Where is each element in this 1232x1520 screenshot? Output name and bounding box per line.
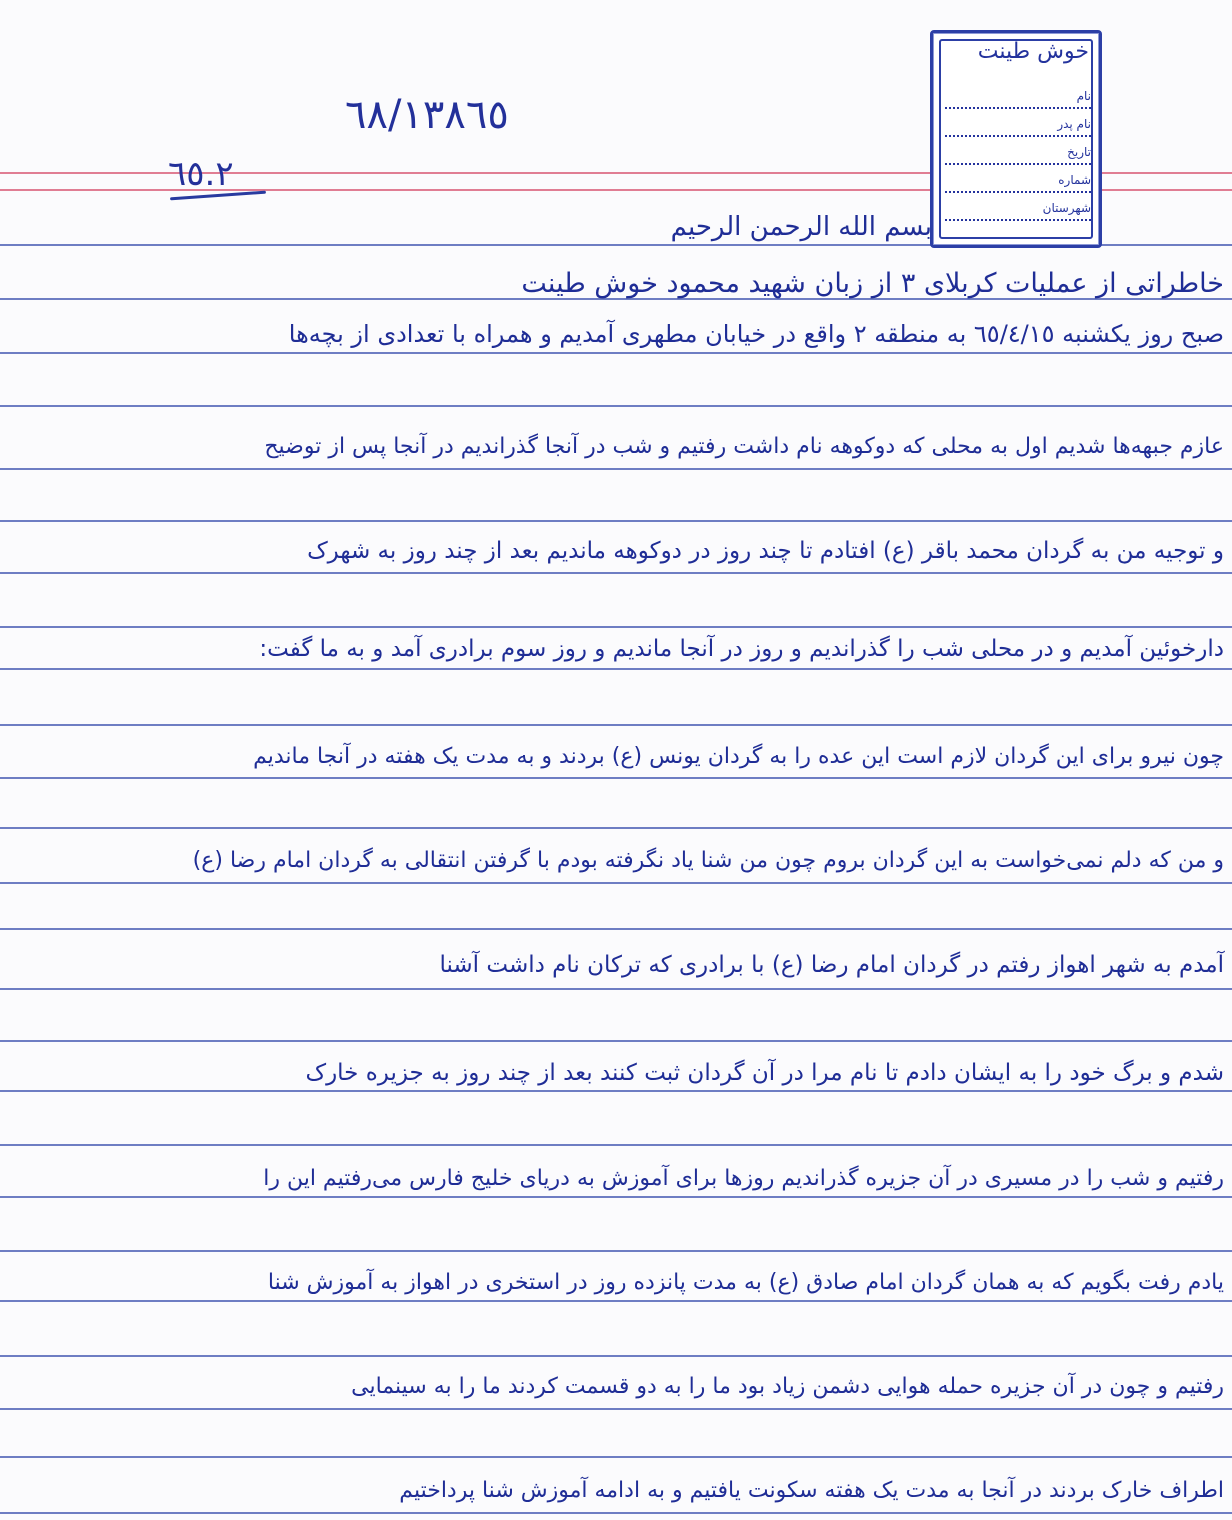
name-stamp xyxy=(930,30,1102,248)
stamp-title: خوش طینت xyxy=(977,39,1089,64)
ruled-line xyxy=(0,827,1232,829)
ruled-line xyxy=(0,1300,1232,1302)
body-line: آمدم به شهر اهواز رفتم در گردان امام رضا (ع) با برادری که ترکان نام داشت آشنا xyxy=(439,952,1224,978)
ruled-line xyxy=(0,668,1232,670)
archive-number: ٦٨/١٣٨٦٥ xyxy=(345,92,509,138)
ruled-line xyxy=(0,352,1232,354)
body-line: و من که دلم نمی‌خواست به این گردان بروم چون من شنا یاد نگرفته بودم با گرفتن انتقالی به گردان امام رضا (ع) xyxy=(192,848,1224,873)
ruled-line xyxy=(0,626,1232,628)
ruled-line xyxy=(0,1456,1232,1458)
ruled-line xyxy=(0,405,1232,407)
ruled-line xyxy=(0,520,1232,522)
ruled-line xyxy=(0,928,1232,930)
ruled-line xyxy=(0,777,1232,779)
ruled-line xyxy=(0,882,1232,884)
stamp-field-name: نام xyxy=(945,89,1091,109)
ruled-line xyxy=(0,1355,1232,1357)
title-line: خاطراتی از عملیات کربلای ۳ از زبان شهید محمود خوش طینت xyxy=(521,268,1224,299)
body-line: چون نیرو برای این گردان لازم است این عده را به گردان یونس (ع) بردند و به مدت یک هفته در آنجا ماندیم xyxy=(253,744,1224,769)
ruled-line xyxy=(0,1512,1232,1514)
body-line: رفتیم و چون در آن جزیره حمله هوایی دشمن زیاد بود ما را به دو قسمت کردند ما را به سینمایی xyxy=(351,1374,1224,1399)
body-line: یادم رفت بگویم که به همان گردان امام صادق (ع) به مدت پانزده روز در استخری در اهواز به آموزش شنا xyxy=(267,1270,1224,1295)
body-line: اطراف خارک بردند در آنجا به مدت یک هفته سکونت یافتیم و به ادامه آموزش شنا پرداختیم xyxy=(399,1478,1224,1503)
ruled-line xyxy=(0,1408,1232,1410)
body-line: دارخوئین آمدیم و در محلی شب را گذراندیم و روز در آنجا ماندیم و روز سوم برادری آمد و به ما گفت: xyxy=(259,636,1224,662)
ruled-line xyxy=(0,988,1232,990)
ruled-line xyxy=(0,724,1232,726)
body-line: عازم جبهه‌ها شدیم اول به محلی که دوکوهه نام داشت رفتیم و شب در آنجا گذراندیم در آنجا پس از توضیح xyxy=(264,434,1224,459)
stamp-field-city: شهرستان xyxy=(945,201,1091,221)
ruled-line xyxy=(0,468,1232,470)
ruled-line xyxy=(0,1250,1232,1252)
ruled-line xyxy=(0,1090,1232,1092)
ruled-line xyxy=(0,1144,1232,1146)
body-line: شدم و برگ خود را به ایشان دادم تا نام مرا در آن گردان ثبت کنند بعد از چند روز به جزیره خارک xyxy=(305,1060,1224,1086)
ruled-line xyxy=(0,1040,1232,1042)
body-line: رفتیم و شب را در مسیری در آن جزیره گذراندیم روزها برای آموزش به دریای خلیج فارس می‌رفتیم این را xyxy=(263,1166,1224,1191)
stamp-field-number: شماره xyxy=(945,173,1091,193)
ruled-line xyxy=(0,1196,1232,1198)
body-line: و توجیه من به گردان محمد باقر (ع) افتادم تا چند روز در دوکوهه ماندیم بعد از چند روز به شهرک xyxy=(307,538,1224,564)
stamp-field-date: تاریخ xyxy=(945,145,1091,165)
file-code: ٦٥.٢ xyxy=(168,154,234,194)
ruled-line xyxy=(0,572,1232,574)
body-line: صبح روز یکشنبه ٦٥/٤/١٥ به منطقه ٢ واقع در خیابان مطهری آمدیم و همراه با تعدادی از بچه‌ها xyxy=(288,320,1224,348)
stamp-field-father-name: نام پدر xyxy=(945,117,1091,137)
basmala-line: بسم الله الرحمن الرحیم xyxy=(670,212,932,242)
